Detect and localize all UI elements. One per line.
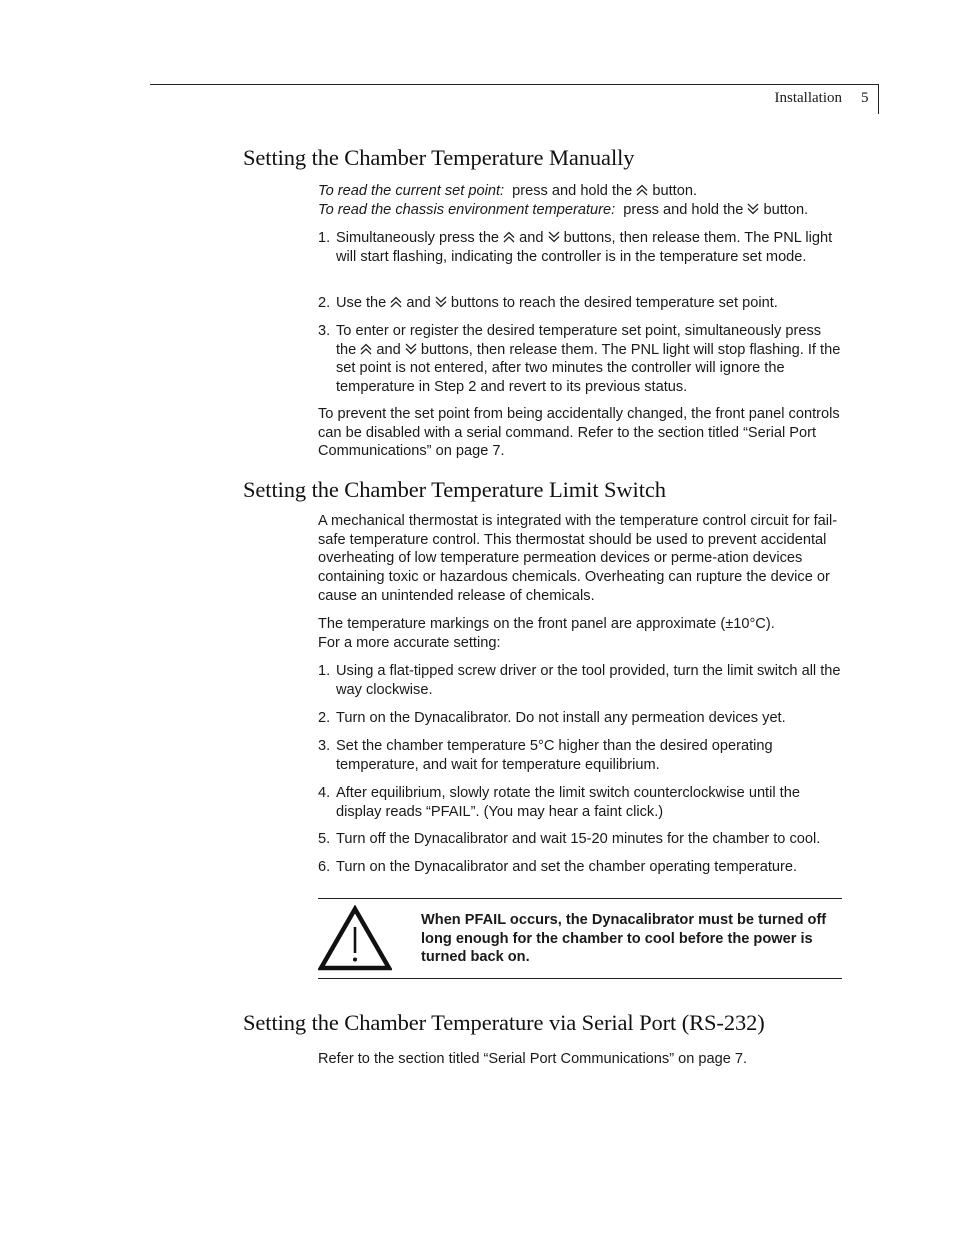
step-number: 4.: [318, 785, 331, 801]
down-arrow-icon: [548, 231, 560, 243]
up-arrow-icon: [636, 184, 648, 196]
read-chassis-line: [318, 201, 848, 220]
down-arrow-icon: [747, 203, 759, 215]
step-text: Use the and buttons to reach the desired temperature set point.: [336, 295, 778, 311]
limit-step-5: [318, 830, 853, 849]
step-number: 2.: [318, 710, 331, 726]
up-arrow-icon: [360, 343, 372, 355]
section-title-manual: Setting the Chamber Temperature Manually: [243, 145, 635, 170]
limit-step-4: [318, 784, 843, 821]
manual-step-3: [318, 322, 843, 397]
prevent-paragraph: To prevent the set point from being accidentally changed, the front panel controls can be disabled with a serial command. Refer to the section titled “Serial Port Communications” on page 7.: [318, 406, 840, 460]
up-arrow-icon: [390, 296, 402, 308]
section-title-serial-port: Setting the Chamber Temperature via Serial Port (RS-232): [243, 1010, 765, 1035]
step-number: 1.: [318, 230, 331, 246]
down-arrow-icon: [435, 296, 447, 308]
step-text: Set the chamber temperature 5°C higher than the desired operating temperature, and wait for temperature equilibrium.: [336, 738, 773, 773]
step-text: Simultaneously press the and buttons, then release them. The PNL light will start flashing, indicating the controller is in the temperature set mode.: [336, 230, 833, 265]
manual-step-2: [318, 294, 843, 313]
running-header-section: Installation: [774, 90, 842, 106]
read-chassis-text: press and hold the: [623, 202, 744, 218]
step-text: Turn on the Dynacalibrator and set the chamber operating temperature.: [336, 859, 798, 875]
limit-step-3: [318, 737, 843, 774]
page-number: 5: [861, 90, 869, 106]
step-number: 6.: [318, 859, 331, 875]
markings-text: The temperature markings on the front panel are approximate (±10°C).: [318, 616, 775, 632]
warning-bottom-rule: [318, 978, 842, 979]
step-text: After equilibrium, slowly rotate the limit switch counterclockwise until the display reads “PFAIL”. (You may hear a faint click.): [336, 785, 800, 820]
step-number: 2.: [318, 295, 331, 311]
read-chassis-label: To read the chassis environment temperature:: [318, 202, 616, 218]
limit-step-1: [318, 662, 843, 699]
markings-paragraph: [318, 615, 848, 652]
step-number: 5.: [318, 831, 331, 847]
step-number: 3.: [318, 738, 331, 754]
up-arrow-icon: [503, 231, 515, 243]
step-text: To enter or register the desired temperature set point, simultaneously press the and buttons, then release them. The PNL light will stop flashing. If the set point is not entered, after two minutes the controller will ignore the temperature in Step 2 and revert to its previous status.: [336, 323, 841, 396]
step-number: 3.: [318, 323, 331, 339]
read-set-point-end: button.: [652, 183, 698, 199]
warning-text: When PFAIL occurs, the Dynacalibrator must be turned off long enough for the chamber to cool before the power is turned back on.: [421, 912, 827, 966]
read-set-point-line: [318, 182, 848, 201]
manual-step-1: [318, 229, 843, 266]
warning-top-rule: [318, 898, 842, 899]
serial-paragraph: Refer to the section titled “Serial Port Communications” on page 7.: [318, 1051, 748, 1067]
header-vertical-rule: [878, 84, 879, 114]
read-set-point-label: To read the current set point:: [318, 183, 505, 199]
step-number: 1.: [318, 663, 331, 679]
limit-step-2: [318, 709, 843, 728]
step-text: Using a flat-tipped screw driver or the tool provided, turn the limit switch all the way clockwise.: [336, 663, 841, 698]
limit-intro-paragraph: A mechanical thermostat is integrated with the temperature control circuit for fail-safe temperature control. This thermostat should be used to prevent accidental overheating of low temperature permeation devices or perme-ation devices containing toxic or hazardous chemicals. Overheating can rupture the device or cause an unintended release of chemicals.: [318, 513, 838, 604]
section-title-limit-switch: Setting the Chamber Temperature Limit Switch: [243, 477, 666, 502]
header-rule: [150, 84, 879, 85]
read-set-point-text: press and hold the: [512, 183, 633, 199]
limit-step-6: [318, 858, 843, 877]
step-text: Turn on the Dynacalibrator. Do not install any permeation devices yet.: [336, 710, 786, 726]
down-arrow-icon: [405, 343, 417, 355]
step-text: Turn off the Dynacalibrator and wait 15-20 minutes for the chamber to cool.: [336, 831, 821, 847]
warning-triangle-icon: [318, 905, 392, 971]
read-chassis-end: button.: [763, 202, 809, 218]
accurate-setting-text: For a more accurate setting:: [318, 634, 501, 651]
